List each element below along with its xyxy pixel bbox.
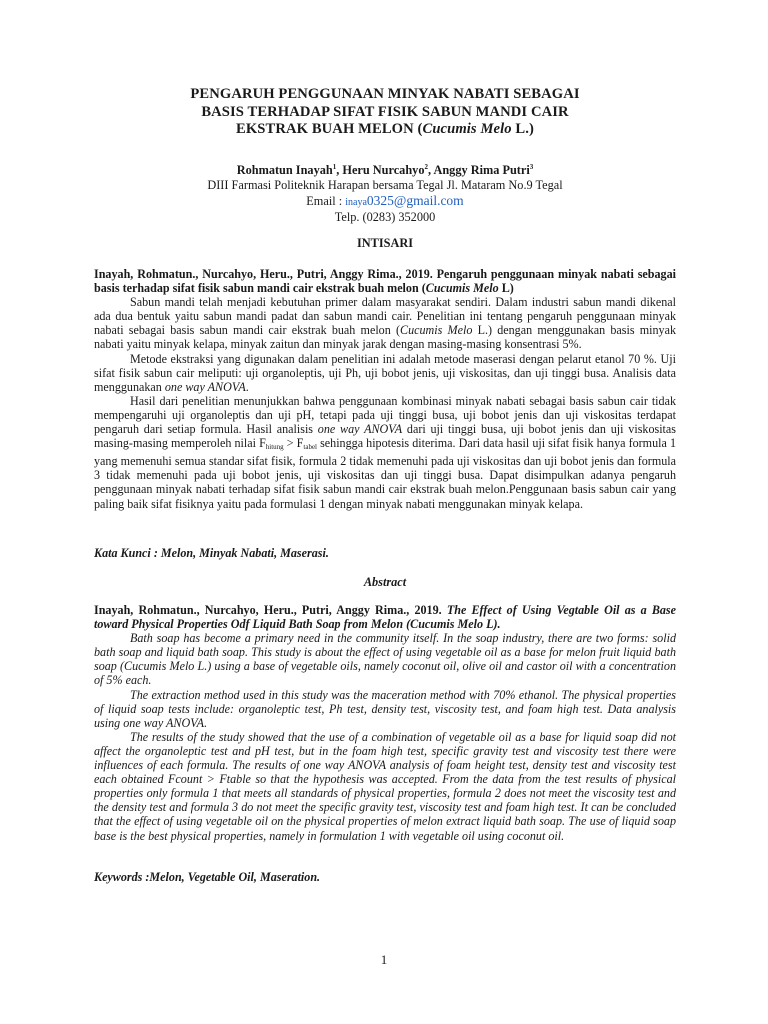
abstract-paragraph-3: The results of the study showed that the use of a combination of vegetable oil as a base for liquid soap did not affect the organoleptic test and pH test, but in the foam high test, specific gravity test and viscosity test there were influences of each formula. The results of one way ANOVA analysis of foam height test, density test and viscosity test each obtained Fcount > Ftable so that the hypothesis was accepted. From the data from the test results of physical properties only formula 1 that meets all standards of physical properties, formula 2 does not meet the viscosity test and the density test and formula 3 do not meet the specific gravity test, viscosity test and foam high test. It can be concluded that the effect of using vegetable oil on the physical properties of melon extract liquid bath soap. The use of liquid soap base is the best physical properties, namely in formulation 1 with vegetable oil using coconut oil.: [94, 729, 676, 843]
intisari-keywords: Kata Kunci : Melon, Minyak Nabati, Maserasi.: [94, 546, 329, 560]
intisari-paragraph-1: Sabun mandi telah menjadi kebutuhan primer dalam masyarakat sendiri. Dalam industri sabun mandi dikenal ada dua bentuk yaitu sabun mandi padat dan sabun mandi cair. Penelitian ini tentang pengaruh penggunaan minyak nabati sebagai basis sabun mandi cair ekstrak buah melon (Cucumis Melo L.) dengan menggunakan basis minyak nabati yaitu minyak kelapa, minyak zaitun dan minyak jarak dengan masing-masing konsentrasi 5%.: [94, 295, 677, 352]
abstract-paragraph-1: Bath soap has become a primary need in the community itself. In the soap industry, there are two forms: solid bath soap and liquid bath soap. This study is about the effect of using vegetable oil as a base for melon fruit liquid bath soap (Cucumis Melo L.) using a base of vegetable oils, namely coconut oil, olive oil and castor oil with a concentration of 5% each.: [94, 631, 676, 688]
phone: Telp. (0283) 352000: [334, 210, 436, 225]
affiliation: DIII Farmasi Politeknik Harapan bersama Tegal Jl. Mataram No.9 Tegal: [207, 178, 563, 193]
intisari-body: [94, 267, 676, 511]
email-line: Email : inaya0325@gmail.com: [306, 193, 464, 209]
abstract-citation: Inayah, Rohmatun., Nurcahyo, Heru., Putri, Anggy Rima., 2019. The Effect of Using Vegtable Oil as a Base toward Physical Properties Odf Liquid Bath Soap from Melon (Cucumis Melo L).: [94, 603, 677, 632]
abstract-body: [94, 603, 676, 843]
intisari-citation: Inayah, Rohmatun., Nurcahyo, Heru., Putri, Anggy Rima., 2019. Pengaruh penggunaan minyak nabati sebagai basis terhadap sifat fisik sabun mandi cair ekstrak buah melon (Cucumis Melo L): [94, 267, 676, 296]
author-block: [94, 160, 676, 225]
title-line-1: PENGARUH PENGGUNAAN MINYAK NABATI SEBAGAI: [190, 86, 580, 102]
title-line-3: EKSTRAK BUAH MELON (Cucumis Melo L.): [236, 121, 534, 137]
intisari-paragraph-3: Hasil dari penelitian menunjukkan bahwa penggunaan kombinasi minyak nabati sebagai basis sabun cair tidak mempengaruhi uji organoleptis dan uji pH, tetapi pada uji tinggi busa, uji bobot jenis dan uji viskositas terdapat pengaruh dari setiap formula. Hasil analisis one way ANOVA dari uji tinggi busa, uji bobot jenis dan uji viskositas masing-masing memperoleh nilai $F_{hitung} > F_{tabel}$ sehingga hipotesis diterima. Dari data hasil uji sifat fisik hanya formula 1 yang memenuhi semua standar sifat fisik, formula 2 tidak memenuhi pada uji viskositas dan uji bobot jenis dan formula 3 tidak memenuhi pada uji bobot jenis, uji viskositas dan uji tinggi busa. Dapat disimpulkan adanya pengaruh penggunaan minyak nabati terhadap sifat fisik sabun mandi cair ekstrak buah melon.Penggunaan basis sabun cair yang paling baik sifat fisiknya yaitu pada formulasi 1 dengan minyak nabati menggunakan minyak kelapa.: [94, 393, 676, 511]
abstract-heading: Abstract: [363, 575, 407, 589]
intisari-heading: INTISARI: [356, 236, 414, 250]
intisari-paragraph-2: Metode ekstraksi yang digunakan dalam penelitian ini adalah metode maserasi dengan pelarut etanol 70 %. Uji sifat fisik sabun cair meliputi: uji organoleptis, uji Ph, uji bobot jenis, uji viskositas, dan uji tinggi busa. Analisis data menggunakan one way ANOVA.: [94, 351, 676, 394]
email-link[interactable]: 0325@gmail.com: [366, 193, 464, 209]
paper-title: [94, 86, 676, 139]
abstract-keywords: Keywords :Melon, Vegetable Oil, Maseration.: [94, 870, 321, 884]
abstract-paragraph-2: The extraction method used in this study was the maceration method with 70% ethanol. The physical properties of liquid soap tests include: organoleptic test, Ph test, density test, viscosity test, and foam high test. Data analysis using one way ANOVA.: [94, 687, 676, 730]
title-line-2: BASIS TERHADAP SIFAT FISIK SABUN MANDI CAIR: [201, 103, 569, 120]
author-names: Rohmatun Inayah$^1$, Heru Nurcahyo$^2$, Anggy Rima Putri$^3$: [236, 163, 534, 178]
page-number: 1: [380, 952, 388, 967]
